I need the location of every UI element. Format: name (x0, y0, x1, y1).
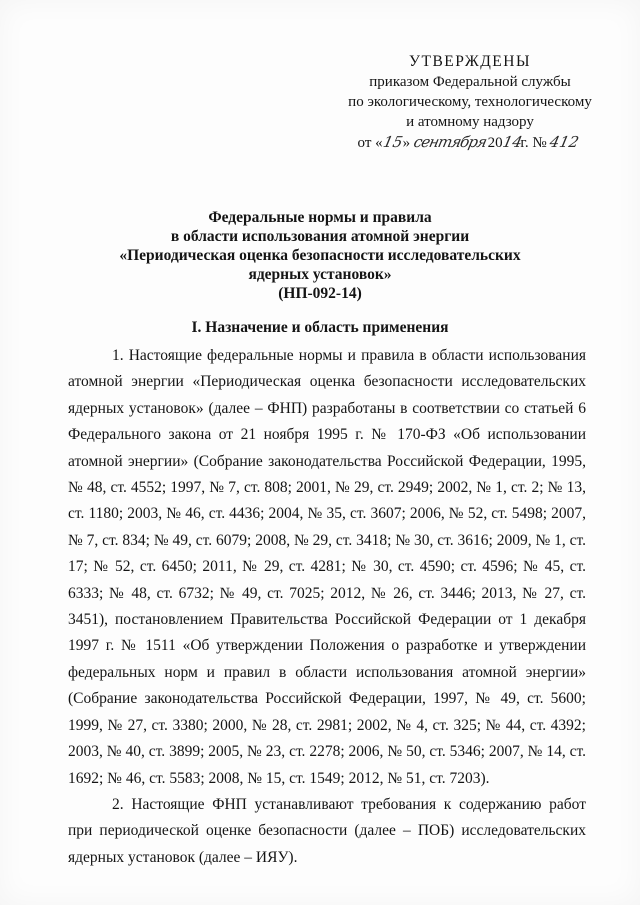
title-line-3: «Периодическая оценка безопасности исследовательских (119, 247, 521, 264)
section-heading: I. Назначение и область применения (191, 319, 449, 336)
approval-line-2: по экологическому, технологическому (348, 94, 592, 110)
title-line-4: ядерных установок» (248, 266, 392, 283)
date-year-suffix: г. № (516, 135, 551, 151)
approval-title: УТВЕРЖДЕНЫ (409, 53, 531, 70)
document-title-block (60, 208, 580, 303)
approval-stamp-block (330, 52, 610, 153)
handwritten-order-number: 412 (548, 133, 581, 151)
title-line-2: в области использования атомной энергии (170, 228, 470, 245)
approval-line-1: приказом Федеральной службы (369, 74, 571, 90)
approval-date-line (330, 132, 610, 153)
approval-line-3: и атомному надзору (406, 114, 534, 130)
date-mid: » (402, 135, 414, 151)
date-prefix: от « (357, 135, 383, 151)
date-year-prefix: 20 (483, 135, 503, 151)
title-line-5: (НП-092-14) (278, 285, 362, 302)
handwritten-year: 14 (500, 133, 524, 151)
title-line-1: Федеральные нормы и правила (208, 209, 432, 226)
handwritten-day: 15 (381, 133, 405, 151)
paragraph-1: 1. Настоящие федеральные нормы и правила в области использования атомной энергии «Периодическая оценка безопасности исследовательских ядерных установок» (далее – ФНП) разработаны в соответствии со статьей 6 Федерального закона от 21 ноября 1995 г. № 170-ФЗ «Об использовании атомной энергии» (Собрание законодательства Российской Федерации, 1995, № 48, ст. 4552; 1997, № 7, ст. 808; 2001, № 29, ст. 2949; 2002, № 1, ст. 2; № 13, ст. 1180; 2003, № 46, ст. 4436; 2004, № 35, ст. 3607; 2006, № 52, ст. 5498; 2007, № 7, ст. 834; № 49, ст. 6079; 2008, № 29, ст. 3418; № 30, ст. 3616; 2009, № 1, ст. 17; № 52, ст. 6450; 2011, № 29, ст. 4281; № 30, ст. 4590; ст. 4596; № 45, ст. 6333; № 48, ст. 6732; № 49, ст. 7025; 2012, № 26, ст. 3446; 2013, № 27, ст. 3451), постановлением Правительства Российской Федерации от 1 декабря 1997 г. № 1511 «Об утверждении Положения о разработке и утверждении федеральных норм и правил в области использования атомной энергии» (Собрание законодательства Российской Федерации, 1997, № 49, ст. 5600; 1999, № 27, ст. 3380; 2000, № 28, ст. 2981; 2002, № 4, ст. 325; № 44, ст. 4392; 2003, № 40, ст. 3899; 2005, № 23, ст. 2278; 2006, № 50, ст. 5346; 2007, № 14, ст. 1692; № 46, ст. 5583; 2008, № 15, ст. 1549; 2012, № 51, ст. 7203). (68, 347, 586, 787)
handwritten-month: сентября (411, 133, 488, 151)
paragraph-2: 2. Настоящие ФНП устанавливают требования к содержанию работ при периодической оценке безопасности (далее – ПОБ) исследовательских ядерных установок (далее – ИЯУ). (68, 796, 586, 866)
